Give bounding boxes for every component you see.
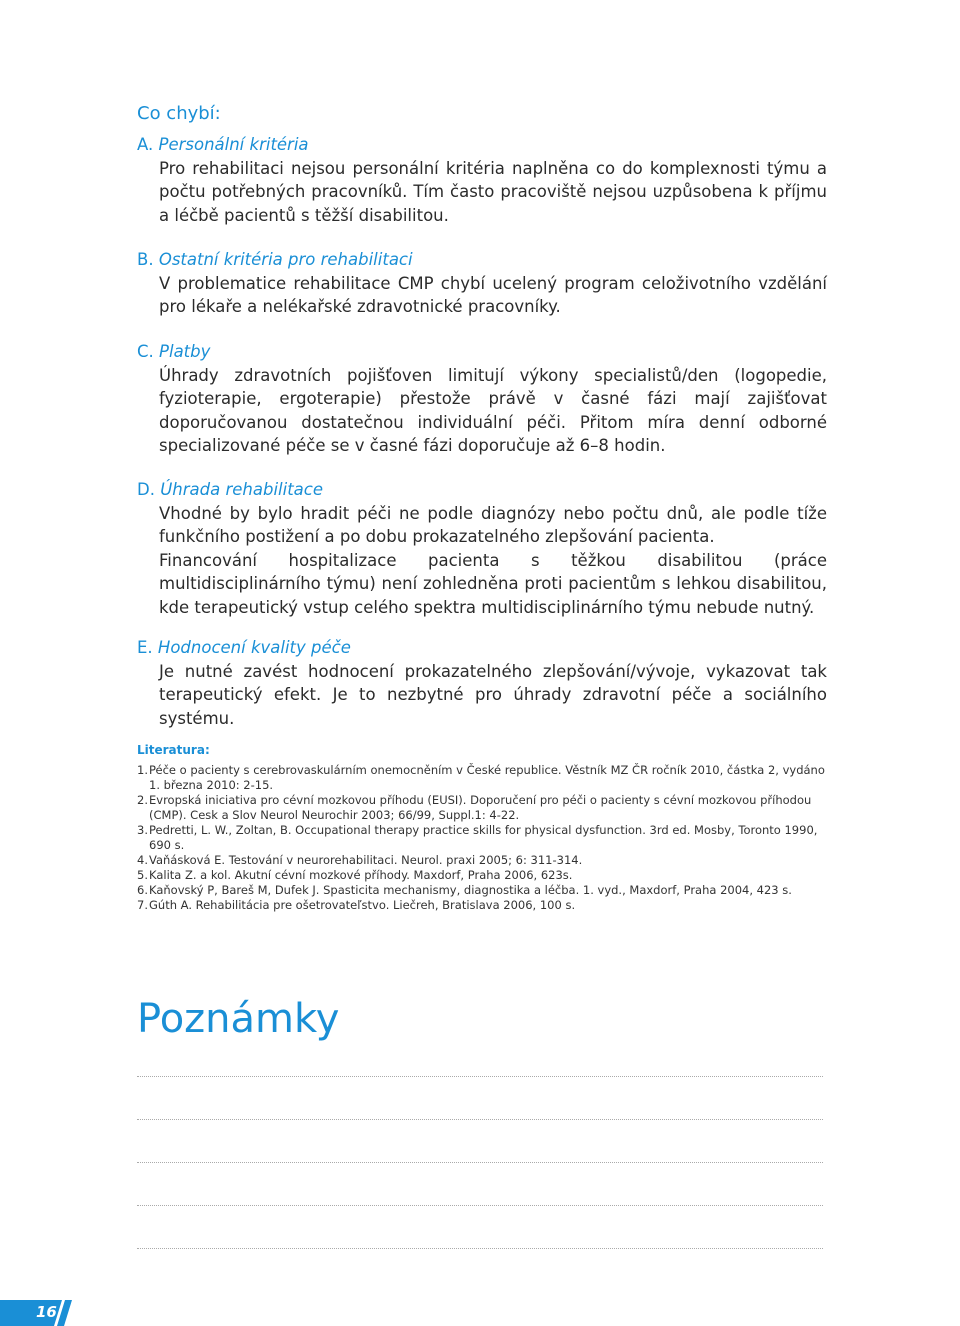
- reference-item: [137, 868, 827, 883]
- reference-number: 3.: [137, 823, 148, 837]
- section-d: [137, 478, 827, 619]
- reference-item: [137, 883, 827, 898]
- reference-number: 5.: [137, 868, 148, 882]
- reference-item: [137, 823, 827, 853]
- section-title-text: Úhrada rehabilitace: [160, 480, 323, 499]
- reference-item: [137, 793, 827, 823]
- reference-number: 4.: [137, 853, 148, 867]
- section-paragraph: Úhrady zdravotních pojišťoven limitují výkony specialistů/den (logopedie, fyzioterapie, ergoterapie) přestože právě v časné fázi mají zajišťovat doporučovanou dostatečnou individuální péči. Přitom míra denní odborné specializované péče se v časné fázi doporučuje až 6–8 hodin.: [159, 365, 827, 455]
- section-title-text: Ostatní kritéria pro rehabilitaci: [158, 250, 413, 269]
- section-title-text: Hodnocení kvality péče: [157, 638, 351, 657]
- literature-list: [137, 743, 827, 913]
- section-letter: B.: [137, 250, 154, 269]
- reference-number: 7.: [137, 898, 148, 912]
- page-number: 16: [36, 1303, 57, 1321]
- literature-heading: Literatura:: [137, 743, 210, 757]
- reference-text: Vaňásková E. Testování v neurorehabilitaci. Neurol. praxi 2005; 6: 311-314.: [149, 853, 583, 867]
- section-paragraph: Je nutné zavést hodnocení prokazatelného zlepšování/vývoje, vykazovat tak terapeutický efekt. Je to nezbytné pro úhrady zdravotní péče a sociálního systému.: [159, 661, 827, 728]
- section-title-text: Platby: [159, 342, 211, 361]
- reference-text: Evropská iniciativa pro cévní mozkovou příhodu (EUSI). Doporučení pro péči o pacienty s cévní mozkovou příhodou (CMP). Cesk a Slov Neurol Neurochir 2003; 66/99, Suppl.1: 4-22.: [149, 793, 812, 822]
- section-title: [137, 340, 827, 364]
- note-line: [137, 1205, 823, 1206]
- section-title-text: Personální kritéria: [158, 135, 309, 154]
- reference-number: 1.: [137, 763, 148, 777]
- notes-title: Poznámky: [137, 996, 340, 1042]
- section-letter: D.: [137, 480, 155, 499]
- note-line: [137, 1076, 823, 1077]
- note-line: [137, 1248, 823, 1249]
- section-paragraph: Vhodné by bylo hradit péči ne podle diagnózy nebo počtu dnů, ale podle tíže funkčního postižení a po dobu prokazatelného zlepšování pacienta.: [159, 503, 827, 546]
- reference-text: Gúth A. Rehabilitácia pre ošetrovateľstvo. Liečreh, Bratislava 2006, 100 s.: [149, 898, 576, 912]
- reference-text: Péče o pacienty s cerebrovaskulárním onemocněním v České republice. Věstník MZ ČR ročník 2010, částka 2, vydáno 1. března 2010: 2-15.: [149, 763, 825, 792]
- section-title: [137, 248, 827, 272]
- section-e: [137, 636, 827, 730]
- reference-number: 6.: [137, 883, 148, 897]
- section-c: [137, 340, 827, 458]
- reference-text: Kalita Z. a kol. Akutní cévní mozkové příhody. Maxdorf, Praha 2006, 623s.: [149, 868, 573, 882]
- section-title: [137, 636, 827, 660]
- reference-item: [137, 898, 827, 913]
- reference-item: [137, 763, 827, 793]
- section-a: [137, 133, 827, 227]
- section-letter: A.: [137, 135, 154, 154]
- reference-item: [137, 853, 827, 868]
- section-letter: C.: [137, 342, 154, 361]
- reference-text: Pedretti, L. W., Zoltan, B. Occupational therapy practice skills for physical dysfunction. 3rd ed. Mosby, Toronto 1990, 690 s.: [149, 823, 818, 852]
- section-paragraph: V problematice rehabilitace CMP chybí ucelený program celoživotního vzdělání pro lékaře a nelékařské zdravotnické pracovníky.: [159, 273, 827, 316]
- note-line: [137, 1162, 823, 1163]
- section-title: [137, 478, 827, 502]
- reference-number: 2.: [137, 793, 148, 807]
- section-b: [137, 248, 827, 319]
- section-heading: Co chybí:: [137, 103, 221, 124]
- note-line: [137, 1119, 823, 1120]
- section-paragraph: Pro rehabilitaci nejsou personální kritéria naplněna co do komplexnosti týmu a počtu potřebných pracovníků. Tím často pracoviště nejsou uzpůsobena k příjmu a léčbě pacientů s těžší disabilitou.: [159, 158, 827, 225]
- section-title: [137, 133, 827, 157]
- section-paragraph: Financování hospitalizace pacienta s těžkou disabilitou (práce multidisciplinárního týmu) není zohledněna proti pacientům s lehkou disabilitou, kde terapeutický vstup celého spektra multidisciplinárního týmu nebude nutný.: [159, 550, 827, 617]
- section-letter: E.: [137, 638, 153, 657]
- reference-text: Kaňovský P, Bareš M, Dufek J. Spasticita mechanismy, diagnostika a léčba. 1. vyd., Maxdorf, Praha 2004, 423 s.: [149, 883, 792, 897]
